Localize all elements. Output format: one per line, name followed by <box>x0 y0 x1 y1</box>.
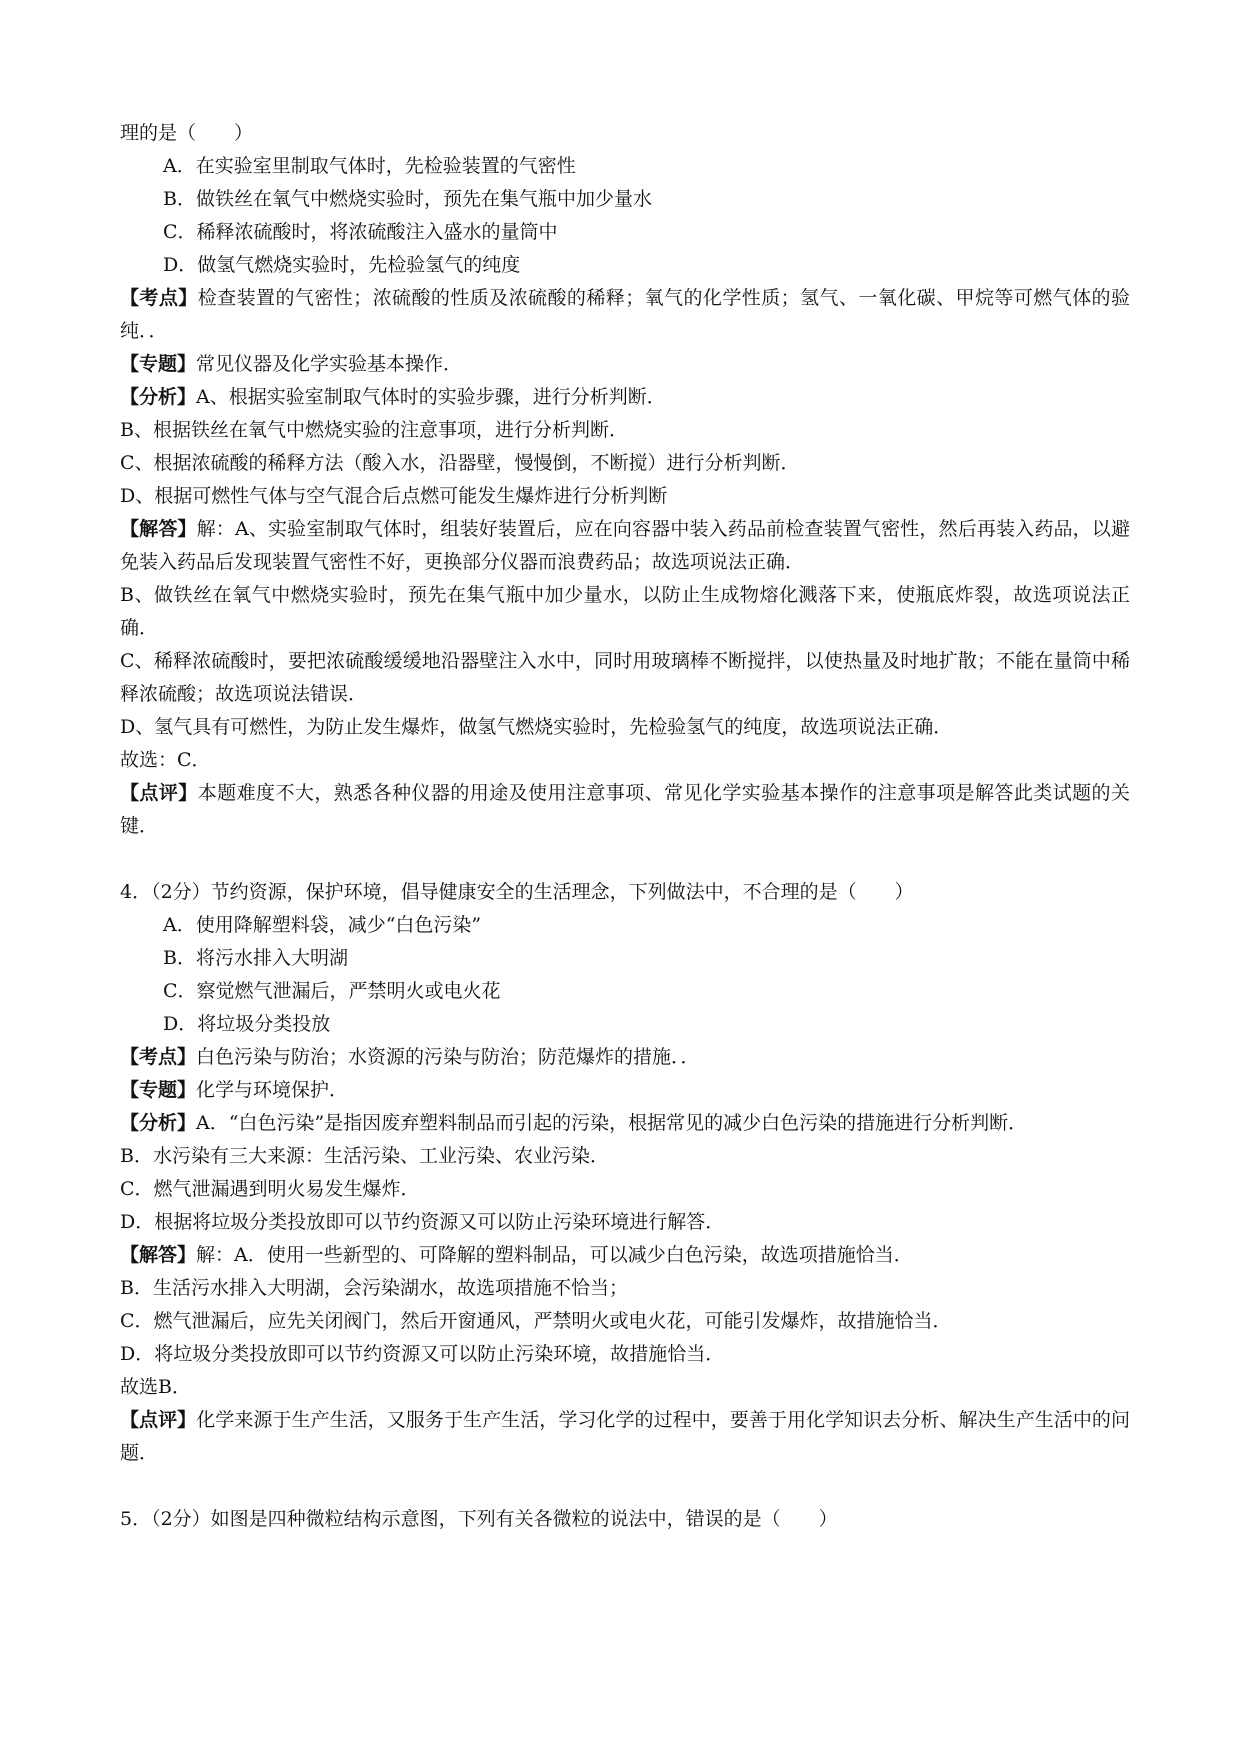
q4-stem: 4．（2分）节约资源，保护环境，倡导健康安全的生活理念，下列做法中，不合理的是（ ） <box>120 881 914 903</box>
q4-fenxi-a: A．“白色污染”是指因废弃塑料制品而引起的污染，根据常见的减少白色污染的措施进行分析判断． <box>196 1112 1028 1134</box>
q3-kaodian <box>120 282 1130 348</box>
q4-jieda-tag: 【解答】 <box>120 1244 197 1266</box>
q4-zhuanti <box>120 1074 1130 1107</box>
q3-option-c: C．稀释浓硫酸时，将浓硫酸注入盛水的量筒中 <box>163 221 558 243</box>
q3-kaodian-tag: 【考点】 <box>120 287 198 309</box>
q4-option-c: C．察觉燃气泄漏后，严禁明火或电火花 <box>163 980 501 1002</box>
q4-fenxi <box>120 1107 1130 1140</box>
q3-jieda-c: C、稀释浓硫酸时，要把浓硫酸缓缓地沿器壁注入水中，同时用玻璃棒不断搅拌，以使热量及时地扩散；不能在量筒中稀释浓硫酸；故选项说法错误． <box>120 650 1130 705</box>
q3-fenxi-d: D、根据可燃性气体与空气混合后点燃可能发生爆炸进行分析判断 <box>120 485 668 507</box>
q3-kaodian-text: 检查装置的气密性；浓硫酸的性质及浓硫酸的稀释；氧气的化学性质；氢气、一氧化碳、甲烷等可燃气体的验纯．． <box>120 287 1130 342</box>
q4-option-a: A．使用降解塑料袋，减少“白色污染” <box>163 914 482 936</box>
q3-option-b: B．做铁丝在氧气中燃烧实验时，预先在集气瓶中加少量水 <box>163 188 652 210</box>
q3-dianping-tag: 【点评】 <box>120 782 198 804</box>
q3-fenxi-tag: 【分析】 <box>120 386 197 408</box>
q3-fenxi-a: A、根据实验室制取气体时的实验步骤，进行分析判断． <box>196 386 666 408</box>
q3-stem-tail: 理的是（ ） <box>120 122 254 144</box>
q3-dianping <box>120 777 1130 843</box>
q4-zhuanti-tag: 【专题】 <box>120 1079 197 1101</box>
q3-answer: 故选：C． <box>120 749 211 771</box>
q4-fenxi-tag: 【分析】 <box>120 1112 197 1134</box>
q4-fenxi-b: B．水污染有三大来源：生活污染、工业污染、农业污染． <box>120 1145 609 1167</box>
q4-option-b: B．将污水排入大明湖 <box>163 947 348 969</box>
q4-dianping-tag: 【点评】 <box>120 1409 197 1431</box>
q4-jieda-d: D．将垃圾分类投放即可以节约资源又可以防止污染环境，故措施恰当． <box>120 1343 725 1365</box>
q4-zhuanti-text: 化学与环境保护． <box>196 1079 349 1101</box>
document-page <box>120 117 1130 1536</box>
q4-kaodian <box>120 1041 1130 1074</box>
q4-jieda-b: B．生活污水排入大明湖，会污染湖水，故选项措施不恰当； <box>120 1277 628 1299</box>
q3-jieda-b: B、做铁丝在氧气中燃烧实验时，预先在集气瓶中加少量水，以防止生成物熔化溅落下来，使瓶底炸裂，故选项说法正确． <box>120 584 1130 639</box>
q3-zhuanti <box>120 348 1130 381</box>
q4-jieda-a: 解：A．使用一些新型的、可降解的塑料制品，可以减少白色污染，故选项措施恰当． <box>196 1244 913 1266</box>
q4-fenxi-c: C．燃气泄漏遇到明火易发生爆炸． <box>120 1178 420 1200</box>
spacer <box>120 843 1130 876</box>
q3-jieda-tag: 【解答】 <box>120 518 197 540</box>
q5-stem: 5．（2分）如图是四种微粒结构示意图，下列有关各微粒的说法中，错误的是（ ） <box>120 1508 838 1530</box>
q4-answer: 故选B． <box>120 1376 191 1398</box>
q3-jieda-a <box>120 513 1130 579</box>
q3-jieda-d: D、氢气具有可燃性，为防止发生爆炸，做氢气燃烧实验时，先检验氢气的纯度，故选项说法正确． <box>120 716 953 738</box>
q4-dianping <box>120 1404 1130 1470</box>
spacer <box>120 1470 1130 1503</box>
q3-option-a: A．在实验室里制取气体时，先检验装置的气密性 <box>163 155 576 177</box>
q4-kaodian-tag: 【考点】 <box>120 1046 197 1068</box>
q4-fenxi-d: D．根据将垃圾分类投放即可以节约资源又可以防止污染环境进行解答． <box>120 1211 725 1233</box>
q3-dianping-text: 本题难度不大，熟悉各种仪器的用途及使用注意事项、常见化学实验基本操作的注意事项是解答此类试题的关键． <box>120 782 1130 837</box>
q3-fenxi <box>120 381 1130 414</box>
q3-zhuanti-tag: 【专题】 <box>120 353 197 375</box>
q4-option-d: D．将垃圾分类投放 <box>163 1013 331 1035</box>
q3-fenxi-b: B、根据铁丝在氧气中燃烧实验的注意事项，进行分析判断． <box>120 419 628 441</box>
q3-zhuanti-text: 常见仪器及化学实验基本操作． <box>196 353 463 375</box>
q4-jieda-c: C．燃气泄漏后，应先关闭阀门，然后开窗通风，严禁明火或电火花，可能引发爆炸，故措施恰当． <box>120 1310 952 1332</box>
q3-option-d: D．做氢气燃烧实验时，先检验氢气的纯度 <box>163 254 521 276</box>
q3-jieda-a-text: 解：A、实验室制取气体时，组装好装置后，应在向容器中装入药品前检查装置气密性，然后再装入药品，以避免装入药品后发现装置气密性不好，更换部分仪器而浪费药品；故选项说法正确． <box>120 518 1130 573</box>
q4-kaodian-text: 白色污染与防治；水资源的污染与防治；防范爆炸的措施．． <box>196 1046 700 1068</box>
q4-dianping-text: 化学来源于生产生活，又服务于生产生活，学习化学的过程中，要善于用化学知识去分析、解决生产生活中的问题． <box>120 1409 1130 1464</box>
q4-jieda <box>120 1239 1130 1272</box>
q3-fenxi-c: C、根据浓硫酸的稀释方法（酸入水，沿器壁，慢慢倒，不断搅）进行分析判断． <box>120 452 800 474</box>
